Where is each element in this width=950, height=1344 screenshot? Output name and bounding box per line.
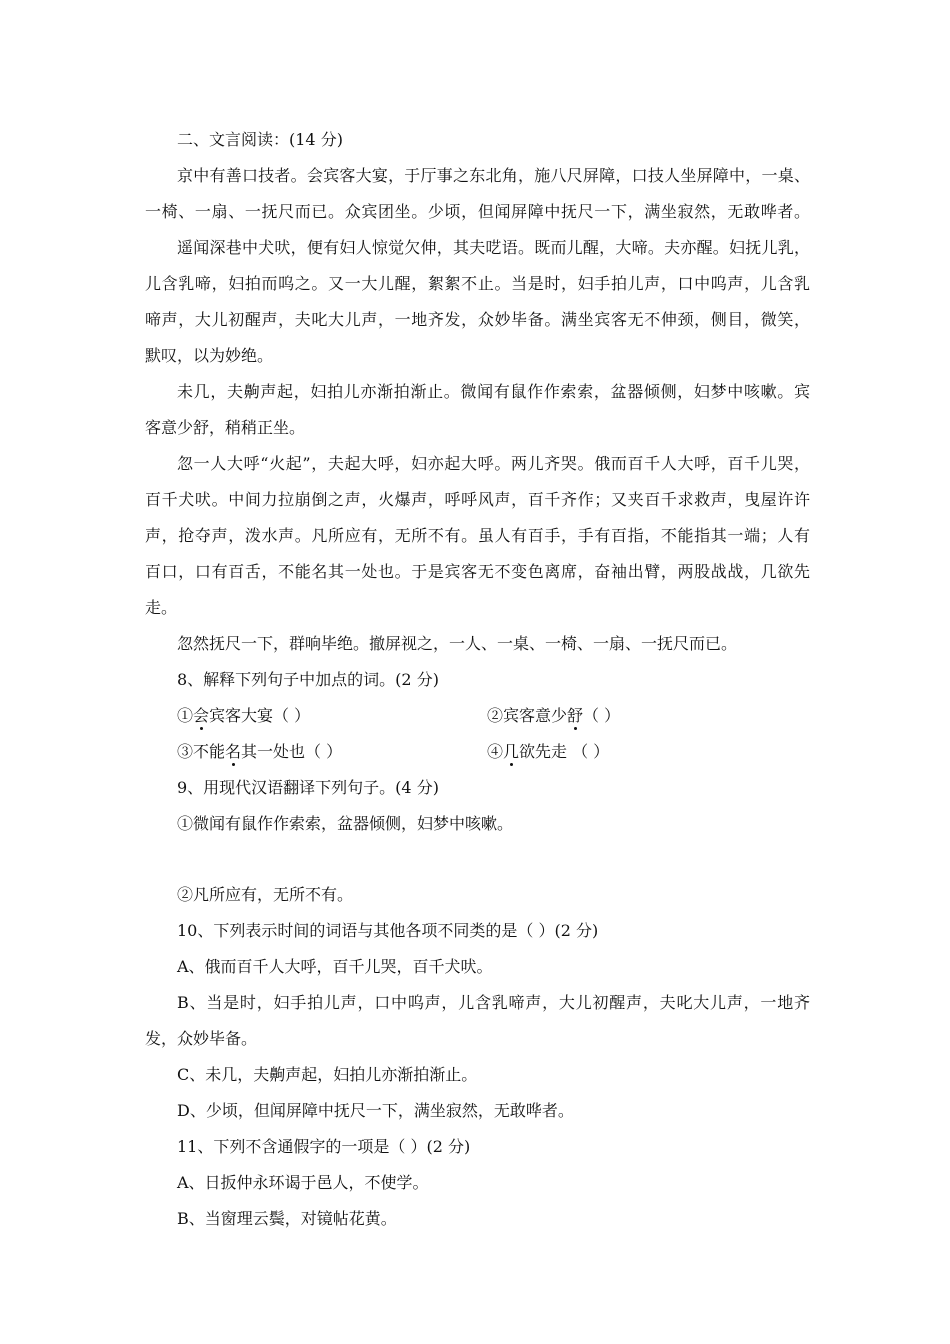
q11-option-a: A、日扳仲永环谒于邑人，不使学。 <box>177 1173 429 1192</box>
passage-line: 一椅、一扇、一抚尺而已。众宾团坐。少顷，但闻屏障中抚尺一下，满坐寂然，无敢哗者。 <box>145 202 810 221</box>
q10-option-d: D、少顷，但闻屏障中抚尺一下，满坐寂然，无敢哗者。 <box>177 1101 574 1120</box>
passage-line: 未几，夫齁声起，妇拍儿亦渐拍渐止。微闻有鼠作作索索，盆器倾侧，妇梦中咳嗽。宾 <box>177 382 810 401</box>
q8-item-4: ④几欲先走 （ ） <box>487 742 610 761</box>
q8-item-1: ①会宾客大宴（ ） <box>177 706 311 725</box>
passage-line: 客意少舒，稍稍正坐。 <box>145 418 306 437</box>
passage-line: 声，抢夺声，泼水声。凡所应有，无所不有。虽人有百手，手有百指，不能指其一端；人有 <box>145 526 810 545</box>
passage-line: 默叹，以为妙绝。 <box>145 346 274 365</box>
passage-line: 百口，口有百舌，不能名其一处也。于是宾客无不变色离席，奋袖出臂，两股战战，几欲先 <box>145 562 810 581</box>
passage-line: 忽一人大呼“火起”，夫起大呼，妇亦起大呼。两儿齐哭。俄而百千人大呼，百千儿哭， <box>177 454 810 473</box>
passage-line: 遥闻深巷中犬吠，便有妇人惊觉欠伸，其夫呓语。既而儿醒，大啼。夫亦醒。妇抚儿乳， <box>177 238 810 257</box>
q9-sentence-2: ②凡所应有，无所不有。 <box>177 885 354 904</box>
passage-line: 啼声，大儿初醒声，夫叱大儿声，一地齐发，众妙毕备。满坐宾客无不伸颈，侧目，微笑， <box>145 310 810 329</box>
q10-option-b-cont: 发，众妙毕备。 <box>145 1029 258 1048</box>
q9-sentence-1: ①微闻有鼠作作索索，盆器倾侧，妇梦中咳嗽。 <box>177 814 514 833</box>
q10-option-b: B、当是时，妇手拍儿声，口中呜声，儿含乳啼声，大儿初醒声，夫叱大儿声，一地齐 <box>177 993 810 1012</box>
q11-stem: 11、下列不含通假字的一项是（ ）(2 分) <box>177 1137 471 1156</box>
q8-item-2: ②宾客意少舒（ ） <box>487 706 621 725</box>
q10-option-c: C、未几，夫齁声起，妇拍儿亦渐拍渐止。 <box>177 1065 478 1084</box>
passage-line: 儿含乳啼，妇拍而呜之。又一大儿醒，絮絮不止。当是时，妇手拍儿声，口中呜声，儿含乳 <box>145 274 810 293</box>
q10-option-a: A、俄而百千人大呼，百千儿哭，百千犬吠。 <box>177 957 493 976</box>
passage-line: 百千犬吠。中间力拉崩倒之声，火爆声，呼呼风声，百千齐作；又夹百千求救声，曳屋许许 <box>145 490 810 509</box>
passage-line: 京中有善口技者。会宾客大宴，于厅事之东北角，施八尺屏障，口技人坐屏障中，一桌、 <box>177 166 810 185</box>
q10-stem: 10、下列表示时间的词语与其他各项不同类的是（ ）(2 分) <box>177 921 599 940</box>
q8-stem: 8、解释下列句子中加点的词。(2 分) <box>177 670 439 689</box>
section-title: 二、文言阅读：(14 分) <box>177 130 343 149</box>
passage-line: 忽然抚尺一下，群响毕绝。撤屏视之，一人、一桌、一椅、一扇、一抚尺而已。 <box>177 634 738 653</box>
q9-stem: 9、用现代汉语翻译下列句子。(4 分) <box>177 778 439 797</box>
q8-row <box>177 742 810 762</box>
q8-item-3: ③不能名其一处也（ ） <box>177 742 343 761</box>
q8-row <box>177 706 810 726</box>
passage-line: 走。 <box>145 598 178 617</box>
q11-option-b: B、当窗理云鬓，对镜帖花黄。 <box>177 1209 397 1228</box>
